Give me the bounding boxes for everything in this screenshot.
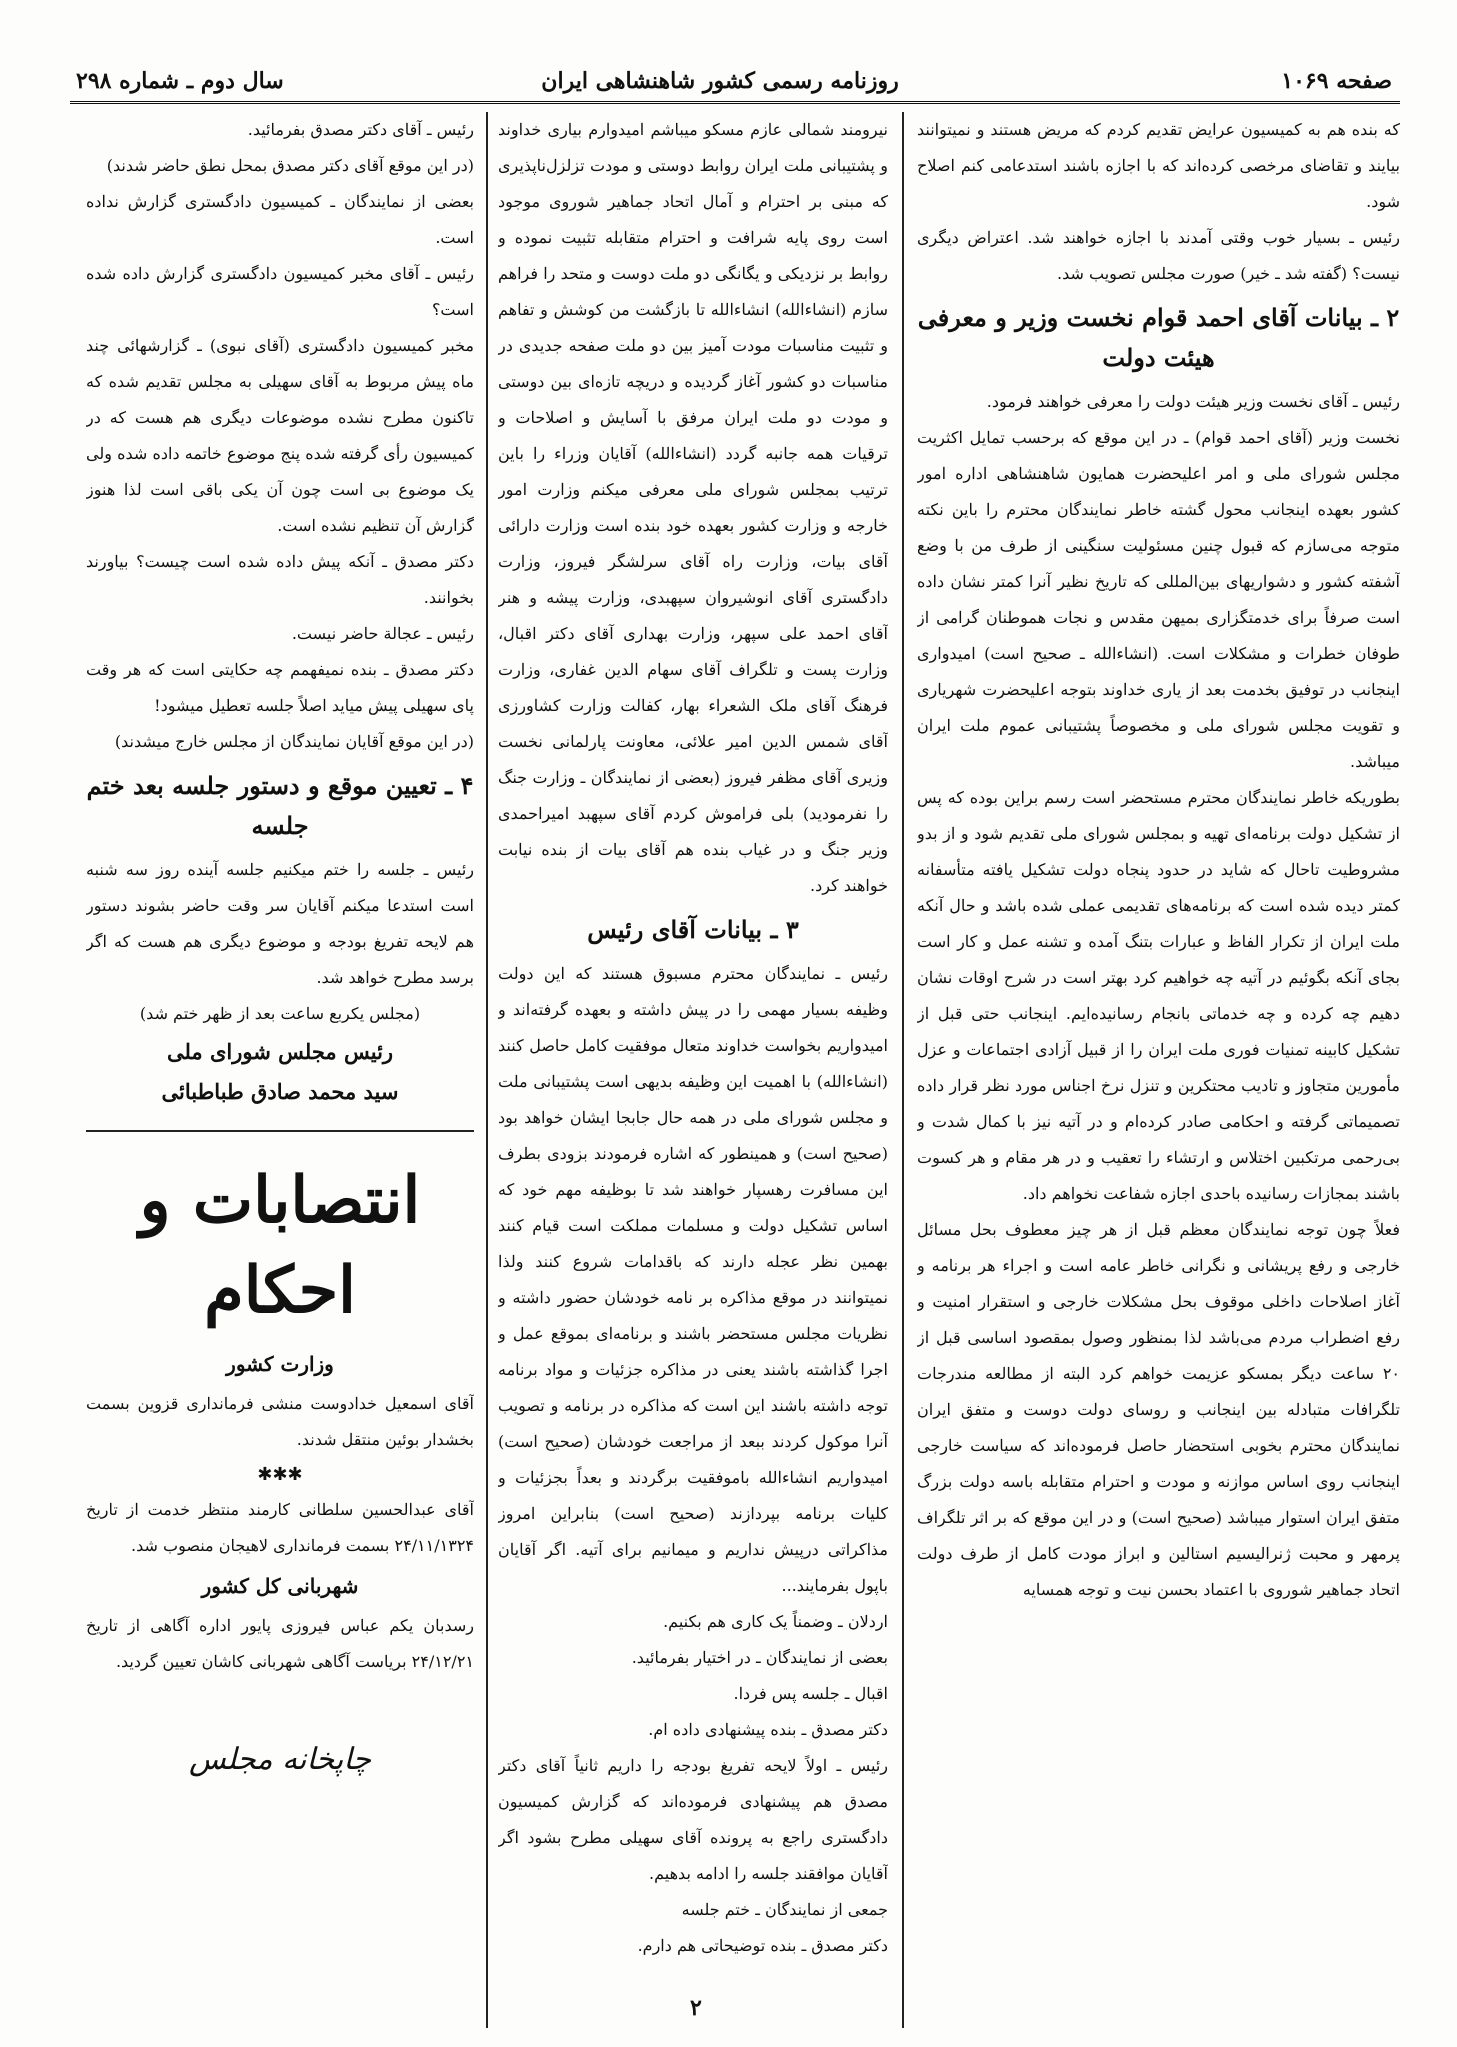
paragraph: رئیس ـ آقای نخست وزیر هیئت دولت را معرفی خواهند فرمود. [986, 392, 1400, 411]
paragraph: اقبال ـ جلسه پس فردا. [733, 1684, 888, 1703]
paragraph: (در این موقع آقای دکتر مصدق بمحل نطق حاضر شدند) [106, 156, 474, 175]
issue-number: سال دوم ـ شماره ۲۹۸ [76, 68, 284, 94]
star-separator: ✱✱✱ [257, 1464, 303, 1485]
paragraph: اردلان ـ وضمناً یک کاری هم بکنیم. [663, 1612, 888, 1631]
paragraph: رئیس ـ بسیار خوب وقتی آمدند با اجازه خواهند شد. اعتراض دیگری نیست؟ (گفته شد ـ خیر) صورت مجلس تصویب شد. [917, 228, 1400, 283]
paragraph: رئیس ـ عجالة حاضر نیست. [291, 624, 474, 643]
paragraph: جمعی از نمایندگان ـ ختم جلسه [681, 1900, 888, 1919]
paragraph: بعضی از نمایندگان ـ کمیسیون دادگستری گزارش نداده است. [86, 192, 474, 247]
paragraph: دکتر مصدق ـ بنده توضیحاتی هم دارم. [637, 1936, 888, 1955]
paragraph: دکتر مصدق ـ آنکه پیش داده شده است چیست؟ بیاورند بخوانند. [86, 552, 474, 607]
printing-house: چاپخانه مجلس [188, 1742, 372, 1777]
section-heading: ۴ ـ تعیین موقع و دستور جلسه بعد ختم جلسه [86, 771, 474, 840]
column-divider [486, 112, 488, 2028]
column-divider [902, 112, 904, 2028]
section-heading: ۳ ـ بیانات آقای رئیس [587, 915, 799, 944]
column-left [86, 112, 474, 2028]
paragraph: نخست وزیر (آقای احمد قوام) ـ در این موقع که برحسب تمایل اکثریت مجلس شورای ملی و امر اعلیحضرت همایون شاهنشاهی اداره امور کشور بعهده اینجانب محول گشته خاطر نمایندگان محترم را باین نکته متوجه می‌سازم که قبول چنین مسئولیت سنگینی از طرف من با وضع آشفته کشور و دشواریهای بین‌المللی که تاریخ نظیر آنرا کمتر نشان داده است صرفاً برای خدمتگزاری بمیهن مقدس و نجات هموطنان گرامی از طوفان خطرات و مشکلات است. (انشاءالله ـ صحیح است) امیدواری اینجانب در توفیق بخدمت بعد از یاری خداوند بتوجه اعلیحضرت شهریاری و تقویت مجلس شورای ملی و مخصوصاً پشتیبانی عموم ملت ایران میباشد. [917, 428, 1400, 771]
paragraph: رئیس ـ آقای مخبر کمیسیون دادگستری گزارش داده شده است؟ [86, 264, 474, 319]
paragraph: دکتر مصدق ـ بنده نمیفهمم چه حکایتی است که هر وقت پای سهیلی پیش میاید اصلاً جلسه تعطیل میشود! [86, 660, 474, 715]
appointment-notice: آقای عبدالحسین سلطانی کارمند منتظر خدمت از تاریخ ۲۴/۱۱/۱۳۲۴ بسمت فرمانداری لاهیجان منصوب شد. [86, 1500, 474, 1555]
signature-title: رئیس مجلس شورای ملی [166, 1039, 394, 1064]
appointments-title: انتصابات و احکام [139, 1163, 421, 1328]
ministry-heading: وزارت کشور [226, 1352, 334, 1376]
paragraph: مخبر کمیسیون دادگستری (آقای نبوی) ـ گزارشهائی چند ماه پیش مربوط به آقای سهیلی به مجلس تقدیم شده که تاکنون مطرح نشده موضوعات دیگری هم هست که در کمیسیون رأی گرفته شده پنج موضوع خاتمه داده شده ولی یک موضوع بی است چون آن یکی باقی است لذا هنوز گزارش آن تنظیم نشده است. [86, 336, 474, 535]
paragraph: (در این موقع آقایان نمایندگان از مجلس خارج میشدند) [114, 732, 474, 751]
paragraph: رئیس ـ اولاً لایحه تفریغ بودجه را داریم ثانیاً آقای دکتر مصدق هم پیشنهادی فرموده‌اند که گزارش کمیسیون دادگستری راجع به پرونده آقای سهیلی مطرح بشود اگر آقایان موافقند جلسه را ادامه بدهیم. [498, 1756, 888, 1883]
paragraph: نیرومند شمالی عازم مسکو میباشم امیدوارم بیاری خداوند و پشتیبانی ملت ایران روابط دوستی و مودت تزلزل‌ناپذیری که مبنی بر احترام و آمال اتحاد جماهیر شوروی موجود است روی پایه شرافت و احترام متقابله تثبیت نموده و روابط بر نزدیکی و یگانگی دو ملت دوست و متحد را فراهم سازم (انشاءالله) انشاءالله تا بازگشت من کوشش و تفاهم و تثبیت مناسبات مودت آمیز بین دو ملت صفحه جدیدی در مناسبات دو کشور آغاز گردیده و دریچه تازه‌ای بین دوستی و مودت دو ملت ایران مرفق با آسایش و اصلاحات و ترقیات همه جانبه گردد (انشاءالله) آقایان وزراء را باین ترتیب بمجلس شورای ملی معرفی میکنم وزارت امور خارجه و وزارت کشور بعهده خود بنده است وزارت دارائی آقای بیات، وزارت راه آقای سرلشگر فیروز، وزارت دادگستری آقای انوشیروان سپهبدی، وزارت پیشه و هنر آقای احمد علی سپهر، وزارت بهداری آقای دکتر اقبال، وزارت پست و تلگراف آقای سهام الدین غفاری، وزارت فرهنگ آقای ملک الشعراء بهار، کفالت وزارت کشاورزی آقای شمس الدین امیر علائی، معاونت پارلمانی نخست وزیری آقای مظفر فیروز (بعضی از نمایندگان ـ وزارت جنگ را نفرمودید) بلی فراموش کردم آقای سپهبد امیراحمدی وزیر جنگ و در غیاب بنده هم آقای بیات از بنده نیابت خواهند کرد. [498, 120, 888, 895]
page-label: صفحه ۱۰۶۹ [1281, 68, 1392, 94]
paragraph: که بنده هم به کمیسیون عرایض تقدیم کردم که مریض هستند و نمیتوانند بیایند و تقاضای مرخصی کرده‌اند که با اجازه باشند استدعامی کنم اصلاح شود. [917, 120, 1400, 211]
section-heading: ۲ ـ بیانات آقای احمد قوام نخست وزیر و معرفی هیئت دولت [917, 303, 1400, 372]
paragraph: رئیس ـ نمایندگان محترم مسبوق هستند که این دولت وظیفه بسیار مهمی را در پیش داشته و بعهده گرفته‌اند و امیدواریم بخواست خداوند متعال موفقیت کامل حاصل کنند (انشاءالله) با اهمیت این وظیفه بدیهی است پشتیبانی ملت و مجلس شورای ملی در همه حال جابجا ایشان خواهد بود (صحیح است) و همینطور که اشاره فرمودند بزودی بطرف این مسافرت رهسپار خواهند شد تا بوظیفه مهم خود که اساس تشکیل دولت و مسلمات مملکت است قیام کنند بهمین نظر عجله دارند که باقدامات شروع کنند ولذا نمیتوانند در موقع مذاکره بر نامه خودشان حضور داشته و نظریات مجلس مستحضر باشند و برنامه‌ای بموقع عمل و اجرا گذاشته باشند یعنی در مذاکره جزئیات و مواد برنامه توجه داشته باشند این است که مذاکره در برنامه و تصویب آنرا موکول کردند ببعد از مراجعت خودشان (صحیح است) امیدواریم انشاءالله باموفقیت برگردند و بعداً بجزئیات و کلیات برنامه بپردازند (صحیح است) بنابراین امروز مذاکراتی درپیش نداریم و میمانیم برای آتیه. اگر آقایان باپول بفرمایند... [498, 964, 888, 1595]
paragraph: بطوریکه خاطر نمایندگان محترم مستحضر است رسم براین بوده که پس از تشکیل دولت برنامه‌ای تهیه و بمجلس شورای ملی تقدیم شود و از بدو مشروطیت تاحال که شاید در حدود پنجاه دولت تشکیل یافته متأسفانه کمتر دیده شده است که برنامه‌های تقدیمی عملی شده باشد و حال آنکه ملت ایران از تکرار الفاظ و عبارات بتنگ آمده و تشنه عمل و کار است بجای آنکه بگوئیم در آتیه چه خواهیم کرد بهتر است در شرح اوقات نشان دهیم چه کرده و چه خدماتی بانجام رسانیده‌ایم. اینجانب حتی قبل از تشکیل کابینه تمنیات فوری ملت ایران را از قبیل آزادی اجتماعات و عزل مأمورین متجاوز و تادیب محتکرین و تنزل نرخ اجناس مورد نظر قرار داده تصمیماتی گرفته و احکامی صادر کرده‌ام و در آتیه نیز با کمال شدت و بی‌رحمی مرتکبین اختلاس و ارتشاء را تعقیب و در هر مقام و هر کسوت باشند بمجازات رسانیده باحدی اجازه شفاعت نخواهم داد. [917, 788, 1400, 1203]
paragraph: بعضی از نمایندگان ـ در اختیار بفرمائید. [631, 1648, 888, 1667]
page-number: ۲ [690, 1995, 702, 2021]
divider [86, 1130, 474, 1132]
office-heading: شهربانی کل کشور [201, 1574, 359, 1598]
column-middle [498, 112, 888, 2028]
appointment-notice: آقای اسمعیل خدادوست منشی فرمانداری قزوین بسمت بخشدار بوئین منتقل شدند. [86, 1394, 474, 1449]
paragraph: فعلاً چون توجه نمایندگان معظم قبل از هر چیز معطوف بحل مسائل خارجی و رفع پریشانی و نگرانی خاطر عامه است و اجراء هر برنامه و آغاز اصلاحات داخلی موقوف بحل مشکلات خارجی و استقرار امنیت و رفع اضطراب مردم می‌باشد لذا بمنظور وصول بمقصود اساسی قبل از ۲۰ ساعت دیگر بمسکو عزیمت خواهم کرد البته از مطالعه مندرجات تلگرافات متبادله بین اینجانب و روسای دولت دوست و متفق ایران نمایندگان محترم بخوبی استحضار حاصل فرموده‌اند که سیاست خارجی اینجانب روی اساس موازنه و مودت و احترام متقابله باسه دولت بزرگ متفق ایران استوار میباشد (صحیح است) و در این موقع که بر اثر تلگراف پرمهر و محبت ژنرالیسیم استالین و ابراز مودت کامل از طرف دولت اتحاد جماهیر شوروی با اعتماد بحسن نیت و توجه همسایه [917, 1220, 1400, 1599]
newspaper-title: روزنامه رسمی کشور شاهنشاهی ایران [541, 68, 899, 94]
paragraph: دکتر مصدق ـ بنده پیشنهادی داده ام. [648, 1720, 888, 1739]
column-right [917, 112, 1400, 2028]
page-header [70, 64, 1400, 104]
paragraph: رئیس ـ آقای دکتر مصدق بفرمائید. [247, 120, 474, 139]
signature-name: سید محمد صادق طباطبائی [161, 1079, 399, 1104]
appointment-notice: رسدبان یکم عباس فیروزی پایور اداره آگاهی از تاریخ ۲۴/۱۲/۲۱ بریاست آگاهی شهربانی کاشان تعیین گردید. [86, 1616, 474, 1671]
paragraph: (مجلس یکربع ساعت بعد از ظهر ختم شد) [139, 1004, 421, 1023]
paragraph: رئیس ـ جلسه را ختم میکنیم جلسه آینده روز سه شنبه است استدعا میکنم آقایان سر وقت حاضر بشوند دستور هم لایحه تفریغ بودجه و موضوع دیگری هم هست که اگر برسد مطرح خواهد شد. [86, 860, 474, 987]
